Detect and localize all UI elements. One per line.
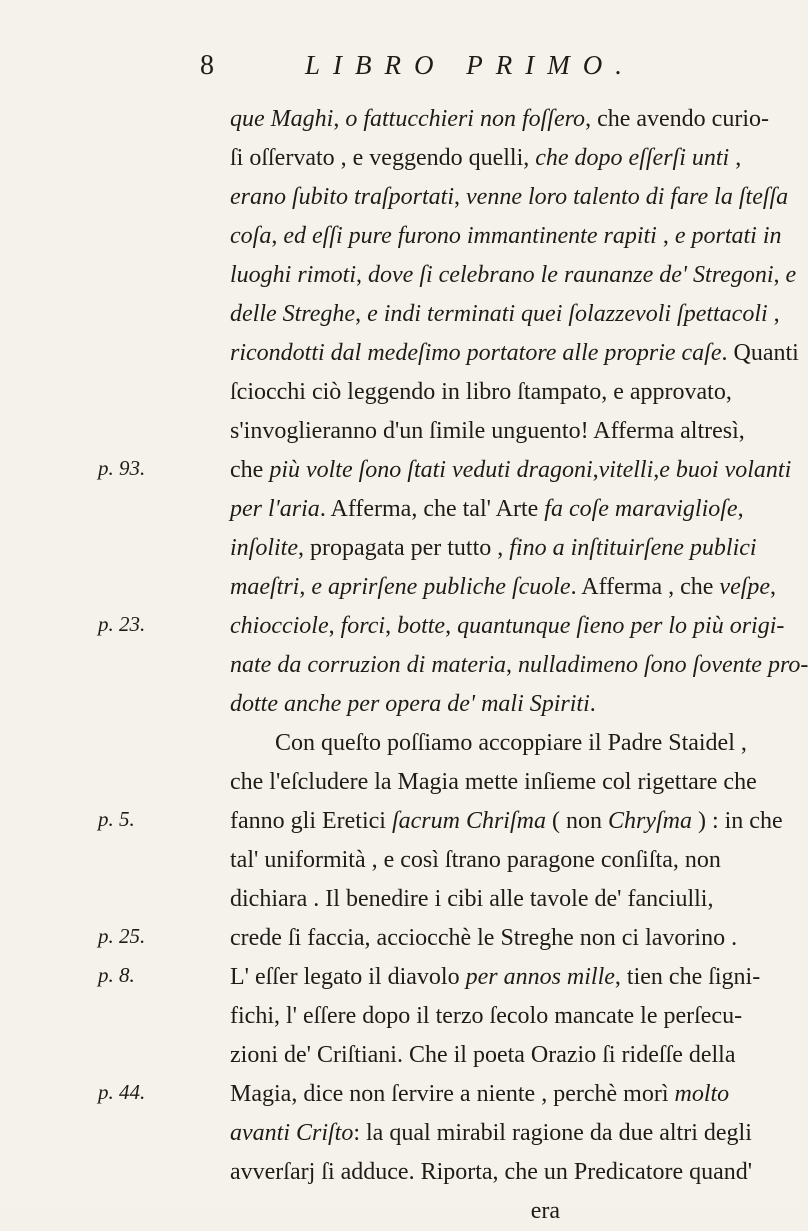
roman-text: ,	[299, 574, 312, 600]
text-line	[230, 841, 790, 880]
roman-text: , che avendo curio-	[585, 106, 769, 132]
roman-text: ,	[333, 106, 346, 132]
roman-text: fanno gli Eretici	[230, 808, 392, 834]
text-line	[230, 139, 790, 178]
text-line	[230, 763, 790, 802]
text-line	[230, 685, 790, 724]
text-line	[230, 802, 790, 841]
roman-text: ,	[653, 457, 660, 483]
roman-text: , propagata per tutto ,	[298, 535, 510, 561]
roman-text: : la qual mirabil ragione da due altri degli	[353, 1120, 752, 1146]
roman-text: ,	[729, 145, 742, 171]
text-line	[230, 1036, 790, 1075]
text-line	[230, 451, 790, 490]
roman-text: ,	[656, 223, 675, 249]
text-line	[230, 1114, 790, 1153]
text-line	[230, 997, 790, 1036]
text-line	[230, 919, 790, 958]
roman-text: ) : in che	[691, 808, 783, 834]
roman-text: L' eſſer legato il diavolo	[230, 964, 466, 990]
text-line	[230, 1075, 790, 1114]
margin-note: p. 5.	[98, 807, 135, 831]
text-line	[230, 958, 790, 997]
roman-text: zioni de' Criſtiani. Che il poeta Orazio ſi rideſſe della	[230, 1042, 736, 1068]
roman-text: ,	[506, 652, 518, 678]
roman-text: ſi oſſervato , e veggendo quelli,	[230, 145, 536, 171]
italic-text: dotte anche per opera de' mali Spiriti	[230, 691, 590, 717]
roman-text: , tien che ſigni-	[614, 964, 761, 990]
text-line	[230, 646, 808, 685]
text-line	[230, 412, 790, 451]
roman-text: fichi, l' eſſere dopo il terzo ſecolo mancate le perſecu-	[230, 1003, 743, 1029]
roman-text: . Quanti	[721, 340, 799, 366]
text-line	[230, 568, 790, 607]
roman-text: che	[230, 457, 270, 483]
text-line	[230, 1192, 790, 1231]
italic-text: che dopo eſſerſi unti	[535, 145, 730, 171]
roman-text: ,	[454, 184, 467, 210]
roman-text: s'invoglieranno d'un ſimile unguento! Afferma altresì,	[230, 418, 745, 444]
roman-text: che l'eſcludere la Magia mette inſieme col rigettare che	[230, 769, 757, 795]
text-line	[230, 256, 797, 295]
roman-text: ,	[385, 613, 398, 639]
roman-text: ( non	[545, 808, 608, 834]
italic-text: delle Streghe	[230, 301, 356, 327]
text-line	[230, 100, 790, 139]
italic-text: ſacrum Chriſma	[391, 808, 546, 834]
italic-text: vitelli	[598, 457, 654, 483]
roman-text: Con queſto poſſiamo accoppiare il Padre Staidel ,	[275, 730, 747, 756]
text-line	[230, 724, 790, 763]
roman-text: ,	[767, 301, 780, 327]
roman-text: ,	[355, 301, 368, 327]
text-line	[230, 1153, 790, 1192]
italic-text: nate da corruzion di materia	[230, 652, 506, 678]
italic-text: inſolite	[230, 535, 298, 561]
margin-note: p. 93.	[98, 456, 146, 480]
margin-note: p. 8.	[98, 963, 135, 987]
italic-text: veſpe	[719, 574, 771, 600]
italic-text: ricondotti dal medeſimo portatore alle proprie caſe	[230, 340, 722, 366]
italic-text: più volte ſono ſtati veduti dragoni	[269, 457, 593, 483]
italic-text: erano ſubito traſportati	[230, 184, 455, 210]
roman-text: .	[589, 691, 596, 717]
italic-text: chiocciole	[230, 613, 329, 639]
margin-note: p. 25.	[98, 924, 146, 948]
italic-text: per l'aria	[230, 496, 320, 522]
italic-text: coſa	[230, 223, 272, 249]
italic-text: fino a inſtituirſene publici	[509, 535, 757, 561]
italic-text: luoghi rimoti	[230, 262, 357, 288]
italic-text: quantunque ſieno per lo più origi-	[457, 613, 785, 639]
text-line	[230, 607, 790, 646]
page-header	[0, 50, 800, 90]
page-number: 8	[200, 50, 215, 81]
roman-text: ,	[271, 223, 284, 249]
roman-text: ,	[770, 574, 777, 600]
italic-text: botte	[397, 613, 446, 639]
roman-text: ,	[328, 613, 341, 639]
italic-text: molto	[674, 1081, 730, 1107]
italic-text: avanti Criſto	[230, 1120, 354, 1146]
italic-text: Chryſma	[607, 808, 692, 834]
text-line	[230, 178, 790, 217]
italic-text: forci	[340, 613, 386, 639]
text-line	[230, 490, 790, 529]
italic-text: ed eſſi pure furono immantinente rapiti	[283, 223, 657, 249]
italic-text: e	[785, 262, 797, 288]
roman-text: . Afferma , che	[570, 574, 720, 600]
roman-text: avverſarj ſi adduce. Riporta, che un Predicatore quand'	[230, 1159, 753, 1185]
italic-text: fa coſe maraviglioſe	[544, 496, 738, 522]
italic-text: maeſtri	[230, 574, 300, 600]
margin-note: p. 23.	[98, 612, 146, 636]
margin-note: p. 44.	[98, 1080, 146, 1104]
italic-text: per annos mille	[465, 964, 615, 990]
roman-text: ſciocchi ciò leggendo in libro ſtampato, e approvato,	[230, 379, 732, 405]
body-text	[230, 100, 808, 1231]
roman-text: era	[530, 1198, 560, 1224]
italic-text: e portati in	[674, 223, 782, 249]
running-head: LIBRO PRIMO.	[305, 50, 635, 80]
text-line	[230, 334, 799, 373]
text-line	[230, 529, 790, 568]
roman-text: ,	[592, 457, 599, 483]
roman-text: ,	[773, 262, 786, 288]
roman-text: ,	[737, 496, 744, 522]
roman-text: tal' uniformità , e così ſtrano paragone conſiſta, non	[230, 847, 721, 873]
roman-text: Magia, dice non ſervire a niente , perchè morì	[230, 1081, 675, 1107]
italic-text: que Maghi	[230, 106, 334, 132]
text-line	[230, 217, 790, 256]
text-line	[230, 880, 790, 919]
text-line	[230, 295, 790, 334]
roman-text: ,	[445, 613, 458, 639]
italic-text: o fattucchieri non foſſero	[345, 106, 586, 132]
roman-text: dichiara . Il benedire i cibi alle tavole de' fanciulli,	[230, 886, 714, 912]
roman-text: crede ſi faccia, acciocchè le Streghe non ci lavorino .	[230, 925, 738, 951]
italic-text: e aprirſene publiche ſcuole	[311, 574, 571, 600]
italic-text: dove ſi celebrano le raunanze de' Stregoni	[368, 262, 774, 288]
italic-text: nulladimeno ſono ſovente pro-	[518, 652, 808, 678]
roman-text: ,	[356, 262, 369, 288]
italic-text: e indi terminati quei ſolazzevoli ſpettacoli	[367, 301, 768, 327]
roman-text: . Afferma, che tal' Arte	[319, 496, 545, 522]
italic-text: venne loro talento di fare la ſteſſa	[466, 184, 789, 210]
text-line	[230, 373, 790, 412]
italic-text: e buoi volanti	[659, 457, 792, 483]
